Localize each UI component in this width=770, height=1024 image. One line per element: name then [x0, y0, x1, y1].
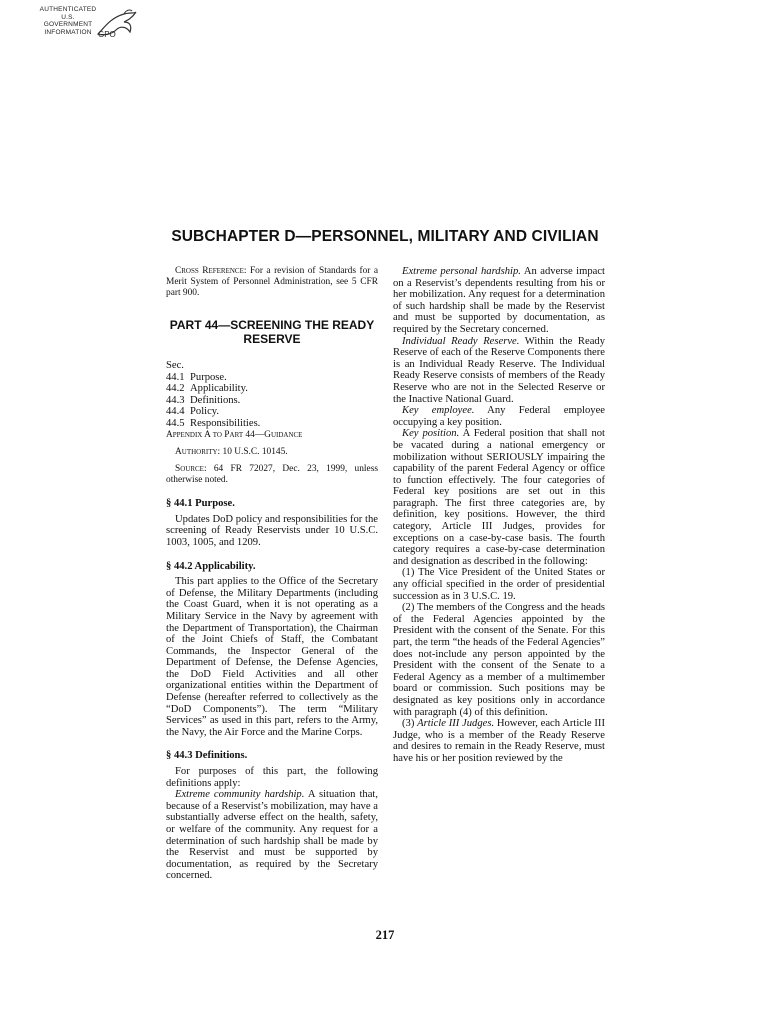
authority-text: 10 U.S.C. 10145.: [220, 447, 288, 458]
authority: [166, 447, 378, 458]
definition-text: Within the Ready Reserve of each of the Reserve Components there is an Individual Ready Reserve. The Individual Ready Reserve consists of members of the Ready Reserve who are not in the Selected Reserve or the Inactive National Guard.: [393, 335, 605, 405]
key-position-item-1: (1) The Vice President of the United States or any official specified in the order of presidential succession as in 3 U.S.C. 19.: [393, 567, 605, 602]
item-text: However, each Article III Judge, who is a member of the Ready Reserve and desires to remain in the Ready Reserve, must have his or her position reviewed by the: [393, 718, 605, 764]
source-text: 64 FR 72027, Dec. 23, 1999, unless otherwise noted.: [166, 464, 378, 486]
definition-individual-ready-reserve: [393, 336, 605, 406]
left-column: [166, 266, 378, 882]
definition-text: A Federal position that shall not be vacated during a national emergency or mobilization without SERIOUSLY impairing the capability of the parent Federal Agency or office to function effectively. The four categories of Federal key positions are set out in this paragraph. The first three categories are, by definition, key positions. However, the third category, Article III Judges, provides for exceptions on a case-by-case basis. The fourth category requires a case-by-case determination and designation as described in the following:: [393, 428, 605, 567]
cross-reference-text: For a revision of Standards for a Merit System of Personnel Administration, see 5 CFR part 900.: [166, 266, 379, 298]
toc-item[interactable]: [166, 372, 378, 384]
key-position-item-2: (2) The members of the Congress and the heads of the Federal Agencies appointed by the President with the consent of the Senate. For this part, the term “the heads of the Federal Agencies” does not-include any person appointed by the President with the consent of the Senate to a Federal Agency as a member of a multimember board or commission. Such positions may be designated as key positions only in accordance with paragraph (4) of this definition.: [393, 602, 605, 718]
source: [166, 464, 378, 486]
toc-item-num: 44.5: [166, 417, 185, 429]
logo-line-1: AUTHENTICATED: [39, 6, 97, 13]
logo-line-2: U.S. GOVERNMENT: [43, 13, 93, 28]
item-prefix: (3): [402, 718, 418, 730]
key-position-item-3: [393, 718, 605, 764]
toc-item-title: Purpose.: [190, 371, 227, 383]
definition-extreme-community-hardship: [166, 789, 378, 882]
definition-text: Any Federal employee occupying a key position.: [393, 405, 605, 428]
section-heading-44-3: § 44.3 Definitions.: [166, 750, 248, 762]
toc-item-num: 44.3: [166, 394, 185, 406]
table-of-contents: [166, 360, 378, 441]
toc-item[interactable]: [166, 395, 378, 407]
source-label: Source:: [175, 464, 207, 475]
right-column: [393, 266, 605, 765]
part-title: PART 44—SCREENING THE READY RESERVE: [169, 318, 375, 346]
toc-item[interactable]: [166, 418, 378, 430]
cross-reference: [166, 266, 378, 299]
page-number: 217: [375, 928, 395, 942]
toc-item[interactable]: [166, 406, 378, 418]
section-intro-44-3: For purposes of this part, the following definitions apply:: [166, 766, 378, 789]
item-term: Article III Judges.: [417, 718, 495, 730]
toc-item-title: Responsibilities.: [190, 417, 261, 429]
toc-appendix[interactable]: Appendix A to Part 44—Guidance: [166, 429, 303, 440]
section-text-44-2: This part applies to the Office of the Secretary of Defense, the Military Departments (including the Coast Guard, when it is not operating as a Military Service in the Navy by agreement with the Department of Transportation), the Chairman of the Joint Chiefs of Staff, the Combatant Commands, the Inspector General of the Department of Defense, the Defense Agencies, the DoD Field Activities and all other organizational entities within the Department of Defense (hereafter referred to collectively as the “DoD Components”). The term “Military Services” as used in this part, refers to the Army, the Navy, the Air Force and the Marine Corps.: [166, 576, 378, 738]
gpo-authentication-logo: [36, 6, 146, 48]
toc-item-num: 44.4: [166, 406, 185, 418]
definition-term: Key employee.: [402, 405, 475, 417]
definition-term: Extreme community hardship.: [175, 789, 305, 801]
section-heading-44-1: § 44.1 Purpose.: [166, 498, 235, 510]
definition-extreme-personal-hardship: [393, 266, 605, 336]
toc-item-num: 44.2: [166, 383, 185, 395]
definition-key-employee: [393, 405, 605, 428]
toc-item-title: Definitions.: [190, 394, 241, 406]
definition-text: An adverse impact on a Reservist’s dependents resulting from his or her mobilization. Any request for a determination of such hardship shall be made by the Reservist and must be supported by documentation, as required by the Secretary concerned.: [393, 266, 605, 335]
logo-line-3: INFORMATION: [44, 28, 92, 36]
logo-gpo: GPO: [98, 30, 116, 39]
toc-item-title: Policy.: [190, 406, 220, 418]
toc-item-title: Applicability.: [190, 383, 248, 395]
authority-label: Authority:: [175, 447, 221, 458]
toc-item-num: 44.1: [166, 371, 185, 383]
toc-heading: Sec.: [166, 360, 184, 371]
cross-reference-label: Cross Reference:: [175, 266, 247, 276]
toc-item[interactable]: [166, 383, 378, 395]
definition-term: Individual Ready Reserve.: [402, 335, 520, 347]
definition-text: A situation that, because of a Reservist’s mobilization, may have a substantially adverse effect on the health, safety, or welfare of the community. Any request for a determination of such hardship shall be made by the Reservist and must be supported by documentation, as required by the Secretary concerned.: [166, 789, 379, 882]
definition-term: Key position.: [402, 428, 460, 440]
section-heading-44-2: § 44.2 Applicability.: [166, 560, 256, 572]
logo-text: [36, 6, 100, 36]
definition-key-position: [393, 428, 605, 567]
definition-term: Extreme personal hardship.: [402, 266, 521, 277]
subchapter-title: SUBCHAPTER D—PERSONNEL, MILITARY AND CIVILIAN: [171, 228, 599, 245]
section-text-44-1: Updates DoD policy and responsibilities for the screening of Ready Reservists under 10 U.S.C. 1003, 1005, and 1209.: [166, 513, 378, 548]
